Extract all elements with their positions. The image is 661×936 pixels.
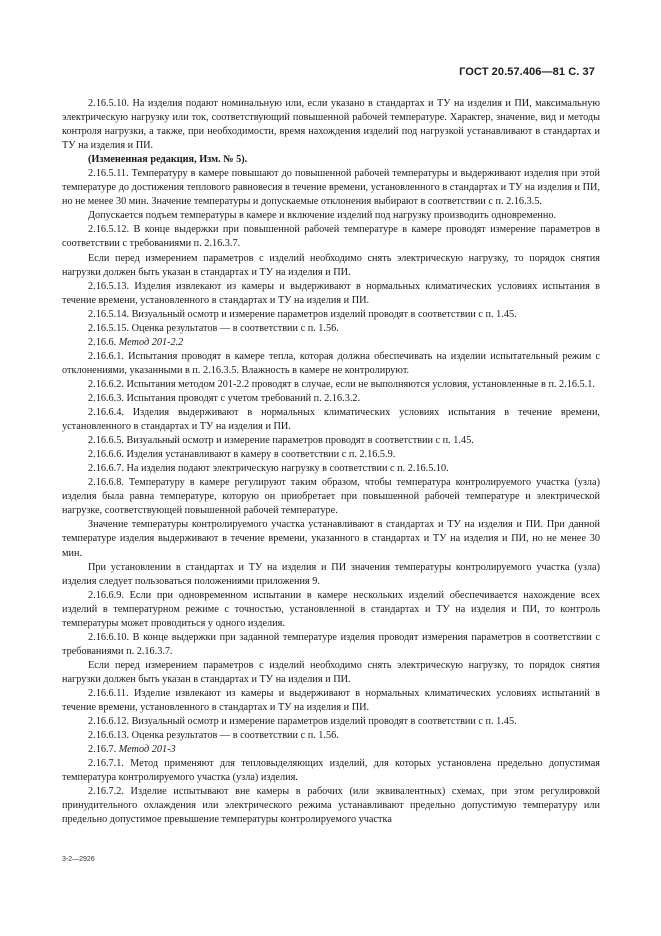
amendment-note: (Измененная редакция, Изм. № 5).: [88, 154, 248, 166]
paragraph: 2.16.5.14. Визуальный осмотр и измерение параметров изделий проводят в соответствии с п. 1.45.: [88, 308, 517, 320]
paragraph: Если перед измерением параметров с изделий необходимо снять электрическую нагрузку, то порядок снятия нагрузки должен быть указан в стандартах и ТУ на изделия и ПИ.: [62, 659, 600, 685]
paragraph: 2.16.6.2. Испытания методом 201-2.2 проводят в случае, если не выполняются условия, установленные в п. 2.16.5.1.: [88, 378, 595, 390]
paragraph: 2.16.6.5. Визуальный осмотр и измерение параметров проводят в соответствии с п. 1.45.: [88, 435, 474, 447]
paragraph: 2.16.5.11. Температуру в камере повышают до повышенной рабочей температуры и выдерживают изделия при этой температуре до достижения теплового равновесия в течение времени, установленного в стандартах и ТУ на изделия и ПИ, но не менее 30 мин. Значение температуры и допускаемые отклонения выбирают в соответствии с п. 2.16.3.5.: [62, 168, 600, 208]
paragraph: 2.16.6.3. Испытания проводят с учетом требований п. 2.16.3.2.: [88, 392, 361, 404]
paragraph: 2.16.5.10. На изделия подают номинальную или, если указано в стандартах и ТУ на изделия и ПИ, максимальную электрическую нагрузку или ток, соответствующий повышенной рабочей температуре. Характер, значение, вид и методы контроля нагрузки, а также, при необходимости, время нахождения изделий под нагрузкой устанавливают в стандартах и ТУ на изделия и ПИ.: [62, 98, 600, 152]
paragraph: 2.16.5.13. Изделия извлекают из камеры и выдерживают в нормальных климатических условиях испытания в течение времени, установленного в стандартах и ТУ на изделия и ПИ.: [62, 280, 600, 306]
paragraph: 2.16.6.11. Изделие извлекают из камеры и выдерживают в нормальных климатических условиях испытаний в течение времени, установленного в стандартах и ТУ на изделия и ПИ.: [62, 687, 600, 714]
document-body: [62, 97, 600, 827]
paragraph: 2.16.6.13. Оценка результатов — в соответствии с п. 1.56.: [88, 730, 339, 742]
paragraph: 2.16.6.9. Если при одновременном испытании в камере нескольких изделий обеспечивается нахождение всех изделий в температурном режиме с точностью, установленной в стандартах и ТУ на изделия и ПИ, то контроль температуры может проводиться у одного изделия.: [62, 589, 600, 629]
page-header: ГОСТ 20.57.406—81 С. 37: [459, 66, 595, 78]
method-name: Метод 201-3: [118, 744, 176, 756]
paragraph: 2.16.6.10. В конце выдержки при заданной температуре изделия проводят измерения параметров в соответствии с требованиями п. 2.16.3.7.: [62, 631, 600, 657]
paragraph: 2.16.5.12. В конце выдержки при повышенной рабочей температуре в камере проводят измерение параметров в соответствии с требованиями п. 2.16.3.7.: [62, 224, 600, 250]
paragraph: 2.16.6.1. Испытания проводят в камере тепла, которая должна обеспечивать на изделии испытательный режим с отклонениями, указанными в п. 2.16.3.5. Влажность в камере не контролируют.: [62, 350, 600, 376]
paragraph: Значение температуры контролируемого участка устанавливают в стандартах и ТУ на изделия и ПИ. При данной температуре изделия выдерживают в течение времени, указанного в стандартах и ТУ на изделия и ПИ, но не менее 30 мин.: [62, 519, 600, 559]
page-footer-code: 3-2—2926: [62, 856, 95, 863]
paragraph: 2.16.6.4. Изделия выдерживают в нормальных климатических условиях испытания в течение времени, установленного в стандартах и ТУ на изделия и ПИ.: [62, 407, 600, 433]
paragraph: Если перед измерением параметров с изделий необходимо снять электрическую нагрузку, то порядок снятия нагрузки должен быть указан в стандартах и ТУ на изделия и ПИ.: [62, 252, 600, 278]
paragraph: 2.16.7.2. Изделие испытывают вне камеры в рабочих (или эквивалентных) схемах, при этом регулировкой принудительного охлаждения или электрического режима устанавливают предельно допустимую температуру или предельно допустимое превышение температуры контролируемого участка: [62, 786, 600, 826]
paragraph: 2.16.6.8. Температуру в камере регулируют таким образом, чтобы температура контролируемого участка (узла) изделия была равна температуре, которую он приобретает при повышенной рабочей температуре и электрической нагрузке, соответствующей повышенной рабочей температуре.: [62, 477, 600, 517]
paragraph: 2.16.6.7. На изделия подают электрическую нагрузку в соответствии с п. 2.16.5.10.: [88, 463, 449, 475]
method-name: Метод 201-2.2: [118, 336, 184, 348]
paragraph: 2.16.6.12. Визуальный осмотр и измерение параметров изделий проводят в соответствии с п. 1.45.: [88, 716, 517, 728]
paragraph: Допускается подъем температуры в камере и включение изделий под нагрузку производить одновременно.: [88, 210, 557, 222]
section-heading: 2.16.7. Метод 201-3: [88, 744, 176, 756]
paragraph: При установлении в стандартах и ТУ на изделия и ПИ значения температуры контролируемого участка (узла) изделия следует пользоваться положениями приложения 9.: [62, 561, 600, 587]
section-heading: 2.16.6. Метод 201-2.2: [88, 336, 184, 348]
paragraph: 2.16.5.15. Оценка результатов — в соответствии с п. 1.56.: [88, 322, 339, 334]
paragraph: 2.16.7.1. Метод применяют для тепловыделяющих изделий, для которых установлена предельно допустимая температура контролируемого участка (узла) изделия.: [62, 758, 600, 784]
paragraph: 2.16.6.6. Изделия устанавливают в камеру в соответствии с п. 2.16.5.9.: [88, 449, 396, 461]
